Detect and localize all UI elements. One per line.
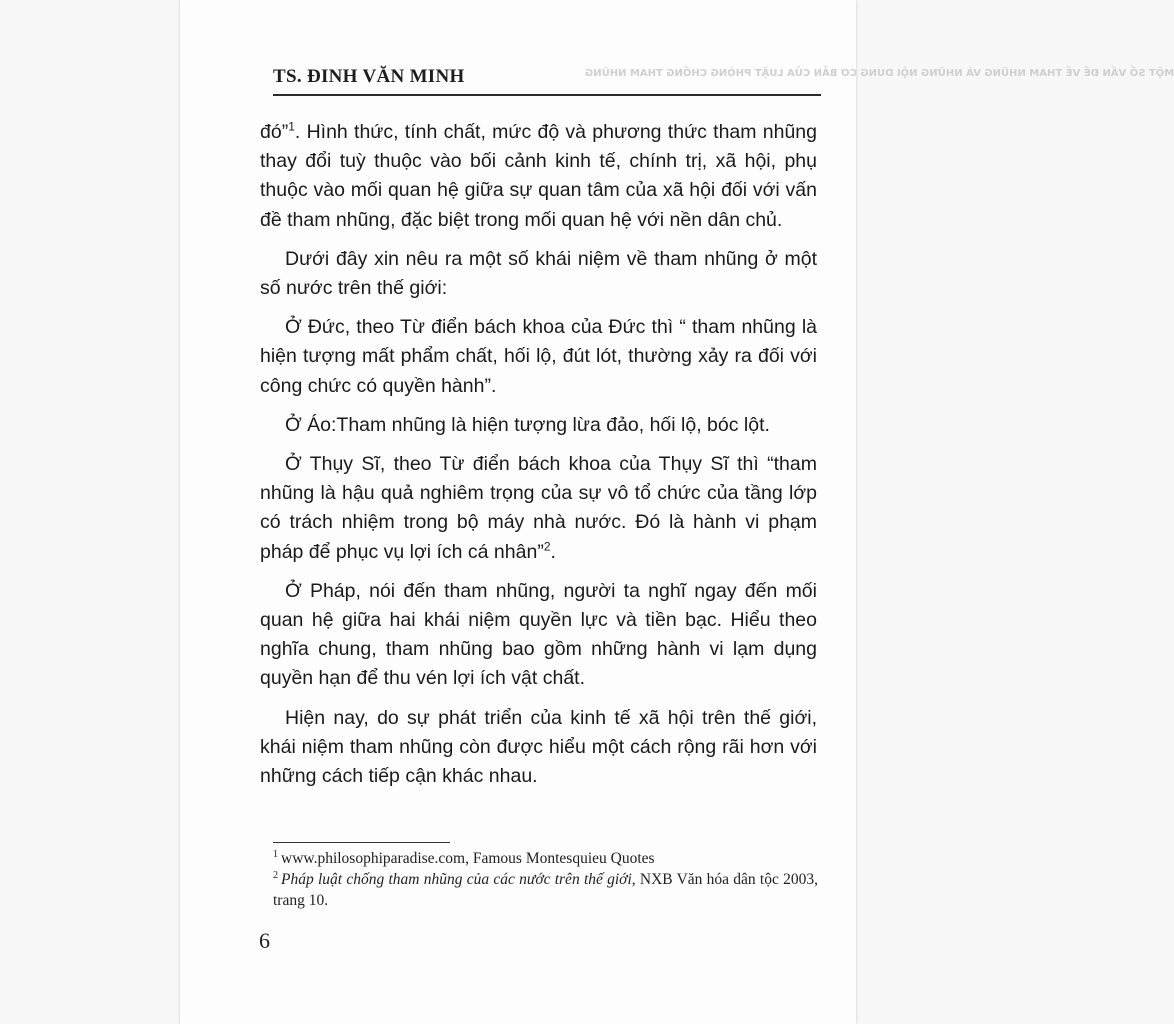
- footnote-2-text: NXB Văn hóa dân tộc 2003, trang 10.: [273, 871, 818, 909]
- main-text: [260, 118, 817, 801]
- paragraph-5-text-b: .: [550, 540, 556, 563]
- paragraph-1-text-b: . Hình thức, tính chất, mức độ và phương thức tham nhũng thay đổi tuỳ thuộc vào bối cảnh kinh tế, chính trị, xã hội, phụ thuộc vào mối quan hệ giữa sự quan tâm của xã hội đối với vấn đề tham nhũng, đặc biệt trong mối quan hệ với nền dân chủ.: [260, 121, 817, 231]
- footnote-1-text: www.philosophiparadise.com, Famous Montesquieu Quotes: [281, 850, 655, 867]
- paragraph-5-text-a: Ở Thụy Sĩ, theo Từ điển bách khoa của Thụy Sĩ thì “tham nhũng là hậu quả nghiêm trọng của sự vô tổ chức của tầng lớp có trách nhiệm trong bộ máy nhà nước. Đó là hành vi phạm pháp để phục vụ lợi ích cá nhân”: [260, 453, 817, 563]
- paragraph-1-text-a: đó”: [260, 121, 289, 143]
- paragraph-4: Ở Áo:Tham nhũng là hiện tượng lừa đảo, hối lộ, bóc lột.: [285, 413, 770, 436]
- footnote-1-marker: 1: [273, 848, 278, 860]
- paragraph-3: Ở Đức, theo Từ điển bách khoa của Đức thì “ tham nhũng là hiện tượng mất phẩm chất, hối lộ, đút lót, thường xảy ra đối với công chức có quyền hành”.: [260, 316, 817, 397]
- paragraph-5: [260, 450, 817, 567]
- paragraph-2: Dưới đây xin nêu ra một số khái niệm về tham nhũng ở một số nước trên thế giới:: [260, 247, 817, 300]
- footnote-2: [273, 869, 818, 911]
- footnote-ref-1: 1: [288, 119, 295, 134]
- footnote-2-marker: 2: [273, 869, 278, 881]
- paragraph-1: [260, 118, 817, 235]
- page-number: 6: [259, 928, 270, 953]
- footnote-ref-2: 2: [543, 539, 551, 554]
- running-header: [273, 60, 1174, 96]
- footnote-divider: [273, 842, 450, 843]
- footnotes: [273, 848, 818, 911]
- paragraph-6: Ở Pháp, nói đến tham nhũng, người ta nghĩ ngay đến mối quan hệ giữa hai khái niệm quyền lực và tiền bạc. Hiểu theo nghĩa chung, tham nhũng bao gồm những hành vi lạm dụng quyền hạn để thu vén lợi ích vật chất.: [260, 579, 817, 690]
- footnote-2-title: Pháp luật chống tham nhũng của các nước trên thế giới,: [281, 871, 636, 888]
- paragraph-7: Hiện nay, do sự phát triển của kinh tế xã hội trên thế giới, khái niệm tham nhũng còn được hiểu một cách rộng rãi hơn với những cách tiếp cận khác nhau.: [260, 706, 817, 788]
- author-name: TS. ĐINH VĂN MINH: [273, 66, 465, 87]
- footnote-1: [273, 848, 818, 869]
- show-through-running-head: MỘT SỐ VẤN ĐỀ VỀ THAM NHŨNG VÀ NHỮNG NỘI DUNG CƠ BẢN CỦA LUẬT PHÒNG CHỐNG THAM NHŨNG: [585, 68, 1174, 79]
- book-page: [180, 0, 1174, 1024]
